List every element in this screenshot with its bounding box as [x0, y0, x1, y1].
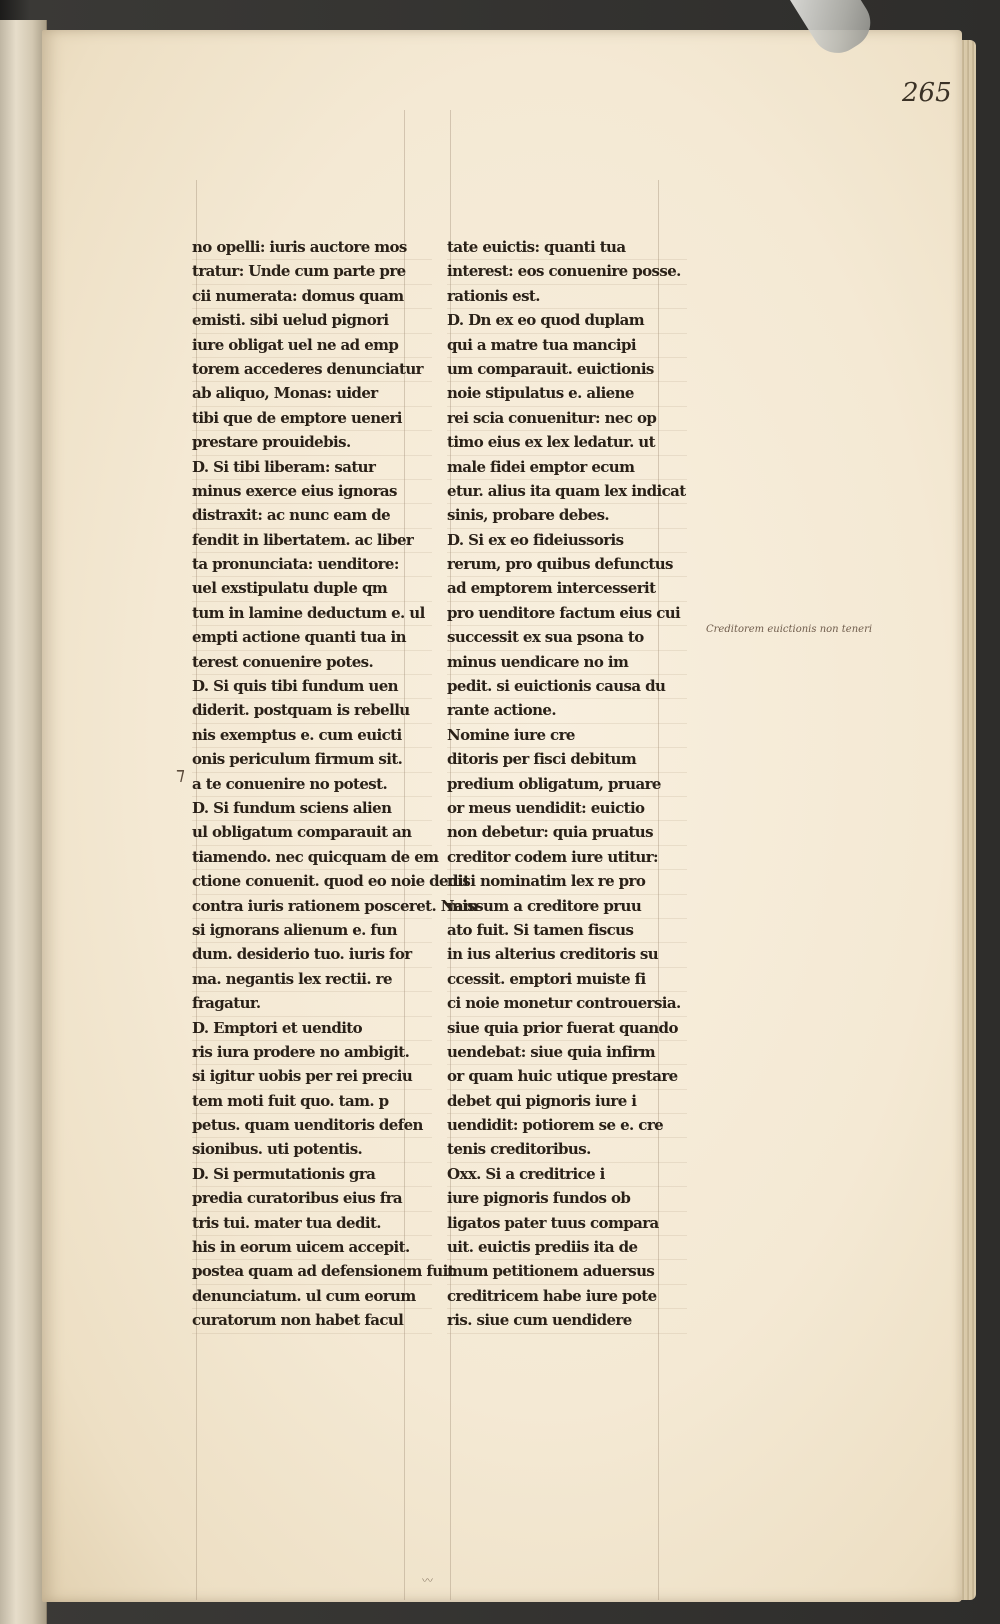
text-line: uit. euictis prediis ita de [447, 1236, 687, 1260]
text-line: tratur: Unde cum parte pre [192, 260, 432, 284]
text-line: ctione conuenit. quod eo noie dedit [192, 870, 432, 894]
text-line: D. Si permutationis gra [192, 1163, 432, 1187]
text-line: uendebat: siue quia infirm [447, 1041, 687, 1065]
text-line: D. Si ex eo fideiussoris [447, 529, 687, 553]
text-line: missum a creditore pruu [447, 895, 687, 919]
text-line: pedit. si euictionis causa du [447, 675, 687, 699]
text-line: D. Si tibi liberam: satur [192, 456, 432, 480]
text-line: tenis creditoribus. [447, 1138, 687, 1162]
text-line: diderit. postquam is rebellu [192, 699, 432, 723]
text-line: torem accederes denunciatur [192, 358, 432, 382]
text-line: or quam huic utique prestare [447, 1065, 687, 1089]
text-line: uel exstipulatu duple qm [192, 577, 432, 601]
text-line: tem moti fuit quo. tam. p [192, 1090, 432, 1114]
text-line: debet qui pignoris iure i [447, 1090, 687, 1114]
text-line: a te conuenire no potest. [192, 773, 432, 797]
text-line: distraxit: ac nunc eam de [192, 504, 432, 528]
text-line: minus uendicare no im [447, 651, 687, 675]
text-line: pro uenditore factum eius cui [447, 602, 687, 626]
text-line: fragatur. [192, 992, 432, 1016]
text-line: tiamendo. nec quicquam de em [192, 846, 432, 870]
text-line: ul obligatum comparauit an [192, 821, 432, 845]
text-line: tris tui. mater tua dedit. [192, 1212, 432, 1236]
text-line: empti actione quanti tua in [192, 626, 432, 650]
text-line: mum petitionem aduersus [447, 1260, 687, 1284]
text-line: iure obligat uel ne ad emp [192, 334, 432, 358]
facing-page-fold [0, 20, 47, 1624]
folio-number: 265 [902, 78, 952, 108]
text-line: his in eorum uicem accepit. [192, 1236, 432, 1260]
text-line: ato fuit. Si tamen fiscus [447, 919, 687, 943]
text-line: dum. desiderio tuo. iuris for [192, 943, 432, 967]
text-line: creditricem habe iure pote [447, 1285, 687, 1309]
text-line: tate euictis: quanti tua [447, 236, 687, 260]
text-line: successit ex sua psona to [447, 626, 687, 650]
text-line: in ius alterius creditoris su [447, 943, 687, 967]
text-line: D. Dn ex eo quod duplam [447, 309, 687, 333]
text-line: Nomine iure cre [447, 724, 687, 748]
text-line: D. Si fundum sciens alien [192, 797, 432, 821]
text-line: sinis, probare debes. [447, 504, 687, 528]
text-line: ta pronunciata: uenditore: [192, 553, 432, 577]
text-line: creditor codem iure utitur: [447, 846, 687, 870]
text-line: timo eius ex lex ledatur. ut [447, 431, 687, 455]
text-line: iure pignoris fundos ob [447, 1187, 687, 1211]
text-line: ccessit. emptori muiste fi [447, 968, 687, 992]
text-line: interest: eos conuenire posse. [447, 260, 687, 284]
text-line: minus exerce eius ignoras [192, 480, 432, 504]
text-line: D. Emptori et uendito [192, 1017, 432, 1041]
text-line: petus. quam uenditoris defen [192, 1114, 432, 1138]
text-column-left [192, 236, 479, 1334]
marginal-note: Creditorem euictionis non teneri [706, 624, 873, 635]
text-line: rationis est. [447, 285, 687, 309]
text-line: siue quia prior fuerat quando [447, 1017, 687, 1041]
text-line: si ignorans alienum e. fun [192, 919, 432, 943]
text-line: ad emptorem intercesserit [447, 577, 687, 601]
text-line: ma. negantis lex rectii. re [192, 968, 432, 992]
text-line: sionibus. uti potentis. [192, 1138, 432, 1162]
text-line: ditoris per fisci debitum [447, 748, 687, 772]
text-line: ligatos pater tuus compara [447, 1212, 687, 1236]
text-line: rerum, pro quibus defunctus [447, 553, 687, 577]
text-line: postea quam ad defensionem fuit [192, 1260, 432, 1284]
text-line: male fidei emptor ecum [447, 456, 687, 480]
text-line: uendidit: potiorem se e. cre [447, 1114, 687, 1138]
text-line: etur. alius ita quam lex indicat [447, 480, 687, 504]
text-line: no opelli: iuris auctore mos [192, 236, 432, 260]
text-line: curatorum non habet facul [192, 1309, 432, 1333]
text-line: predium obligatum, pruare [447, 773, 687, 797]
text-line: cii numerata: domus quam [192, 285, 432, 309]
text-line: D. Si quis tibi fundum uen [192, 675, 432, 699]
text-line: ris. siue cum uendidere [447, 1309, 687, 1333]
text-line: terest conuenire potes. [192, 651, 432, 675]
text-line: si igitur uobis per rei preciu [192, 1065, 432, 1089]
catchword-mark: 〰 [422, 1574, 433, 1587]
text-line: tum in lamine deductum e. ul [192, 602, 432, 626]
text-line: ris iura prodere no ambigit. [192, 1041, 432, 1065]
text-line: onis periculum firmum sit. [192, 748, 432, 772]
text-line: emisti. sibi uelud pignori [192, 309, 432, 333]
text-line: nisi nominatim lex re pro [447, 870, 687, 894]
text-line: rei scia conuenitur: nec op [447, 407, 687, 431]
text-line: contra iuris rationem posceret. Nam [192, 895, 432, 919]
text-line: ci noie monetur controuersia. [447, 992, 687, 1016]
text-line: um comparauit. euictionis [447, 358, 687, 382]
text-line: prestare prouidebis. [192, 431, 432, 455]
text-line: fendit in libertatem. ac liber [192, 529, 432, 553]
text-line: ab aliquo, Monas: uider [192, 382, 432, 406]
text-column-right [447, 236, 687, 1334]
marginal-mark: ⁊ [176, 764, 185, 785]
text-line: qui a matre tua mancipi [447, 334, 687, 358]
text-line: denunciatum. ul cum eorum [192, 1285, 432, 1309]
text-line: noie stipulatus e. aliene [447, 382, 687, 406]
text-line: predia curatoribus eius fra [192, 1187, 432, 1211]
text-line: or meus uendidit: euictio [447, 797, 687, 821]
text-line: Oxx. Si a creditrice i [447, 1163, 687, 1187]
text-line: tibi que de emptore ueneri [192, 407, 432, 431]
text-line: nis exemptus e. cum euicti [192, 724, 432, 748]
text-line: rante actione. [447, 699, 687, 723]
text-line: non debetur: quia pruatus [447, 821, 687, 845]
